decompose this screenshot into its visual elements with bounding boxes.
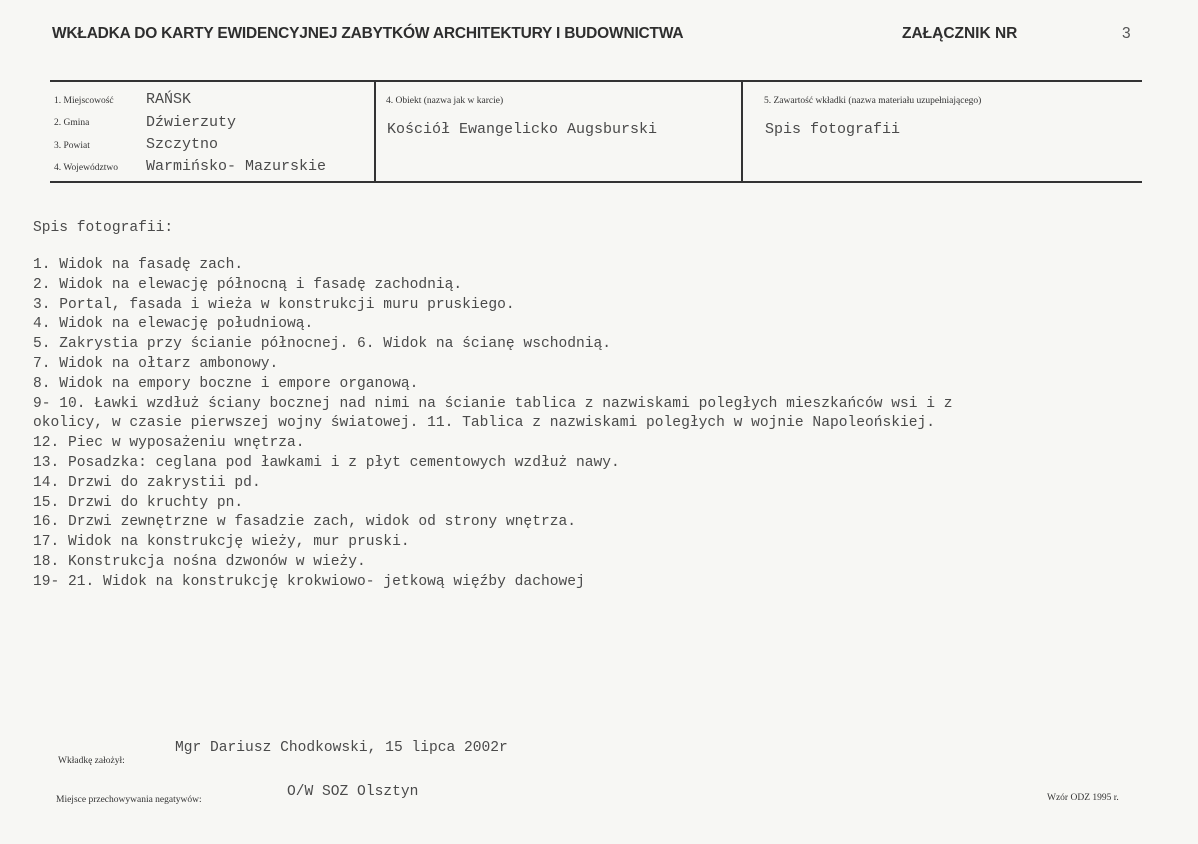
list-item: 2. Widok na elewację północną i fasadę zachodnią.: [33, 276, 463, 293]
template-label: Wzór ODZ 1995 r.: [1047, 793, 1119, 803]
photo-list-heading: Spis fotografii:: [33, 220, 174, 236]
list-item: 18. Konstrukcja nośna dzwonów w wieży.: [33, 553, 366, 570]
document-title: WKŁADKA DO KARTY EWIDENCYJNEJ ZABYTKÓW ARCHITEKTURY I BUDOWNICTWA: [52, 25, 684, 42]
gmina-value: Dźwierzuty: [146, 114, 237, 131]
annex-label: ZAŁĄCZNIK NR: [902, 25, 1018, 42]
list-item: 1. Widok na fasadę zach.: [33, 257, 244, 273]
list-item: 19- 21. Widok na konstrukcję krokwiowo- jetkową więźby dachowej: [33, 573, 585, 590]
form-divider-1: [374, 80, 376, 183]
storage-value: O/W SOZ Olsztyn: [287, 784, 419, 800]
list-item: 16. Drzwi zewnętrzne w fasadzie zach, widok od strony wnętrza.: [33, 514, 576, 531]
list-item: 4. Widok na elewację południową.: [33, 316, 314, 333]
list-item: 13. Posadzka: ceglana pod ławkami i z płyt cementowych wzdłuż nawy.: [33, 454, 620, 471]
list-item: 15. Drzwi do kruchty pn.: [33, 494, 244, 511]
miejscowosc-value: RAŃSK: [146, 91, 192, 108]
form-top-rule: [50, 80, 1142, 82]
wojewodztwo-label: 4. Województwo: [54, 163, 118, 173]
author-label: Wkładkę założył:: [58, 756, 125, 766]
list-item: 5. Zakrystia przy ścianie północnej. 6. Widok na ścianę wschodnią.: [33, 336, 612, 353]
annex-number: 3: [1122, 25, 1131, 42]
list-item: 17. Widok na konstrukcję wieży, mur pruski.: [33, 534, 410, 551]
contents-label: 5. Zawartość wkładki (nazwa materiału uzupełniającego): [764, 96, 982, 106]
wojewodztwo-value: Warmińsko- Mazurskie: [146, 158, 327, 175]
form-divider-2: [741, 80, 743, 183]
contents-value: Spis fotografii: [765, 121, 901, 138]
list-item: 14. Drzwi do zakrystii pd.: [33, 474, 261, 491]
list-item: 8. Widok na empory boczne i empore organową.: [33, 375, 419, 392]
author-value: Mgr Dariusz Chodkowski, 15 lipca 2002r: [175, 740, 508, 756]
object-label: 4. Obiekt (nazwa jak w karcie): [386, 96, 504, 106]
gmina-label: 2. Gmina: [54, 118, 90, 128]
list-item: 3. Portal, fasada i wieża w konstrukcji muru pruskiego.: [33, 296, 515, 313]
object-value: Kościół Ewangelicko Augsburski: [387, 121, 658, 138]
list-item: 12. Piec w wyposażeniu wnętrza.: [33, 435, 305, 452]
storage-label: Miejsce przechowywania negatywów:: [56, 795, 202, 805]
miejscowosc-label: 1. Miejscowość: [54, 96, 114, 106]
powiat-label: 3. Powiat: [54, 141, 90, 151]
photo-list: [33, 218, 953, 593]
list-item: 9- 10. Ławki wzdłuż ściany bocznej nad nimi na ścianie tablica z nazwiskami poległych mieszkańców wsi i z: [33, 395, 953, 412]
list-item: 7. Widok na ołtarz ambonowy.: [33, 355, 279, 372]
list-item: okolicy, w czasie pierwszej wojny światowej. 11. Tablica z nazwiskami poległych w wojnie Napoleońskiej.: [33, 415, 936, 432]
form-bottom-rule: [50, 181, 1142, 183]
powiat-value: Szczytno: [146, 136, 219, 153]
